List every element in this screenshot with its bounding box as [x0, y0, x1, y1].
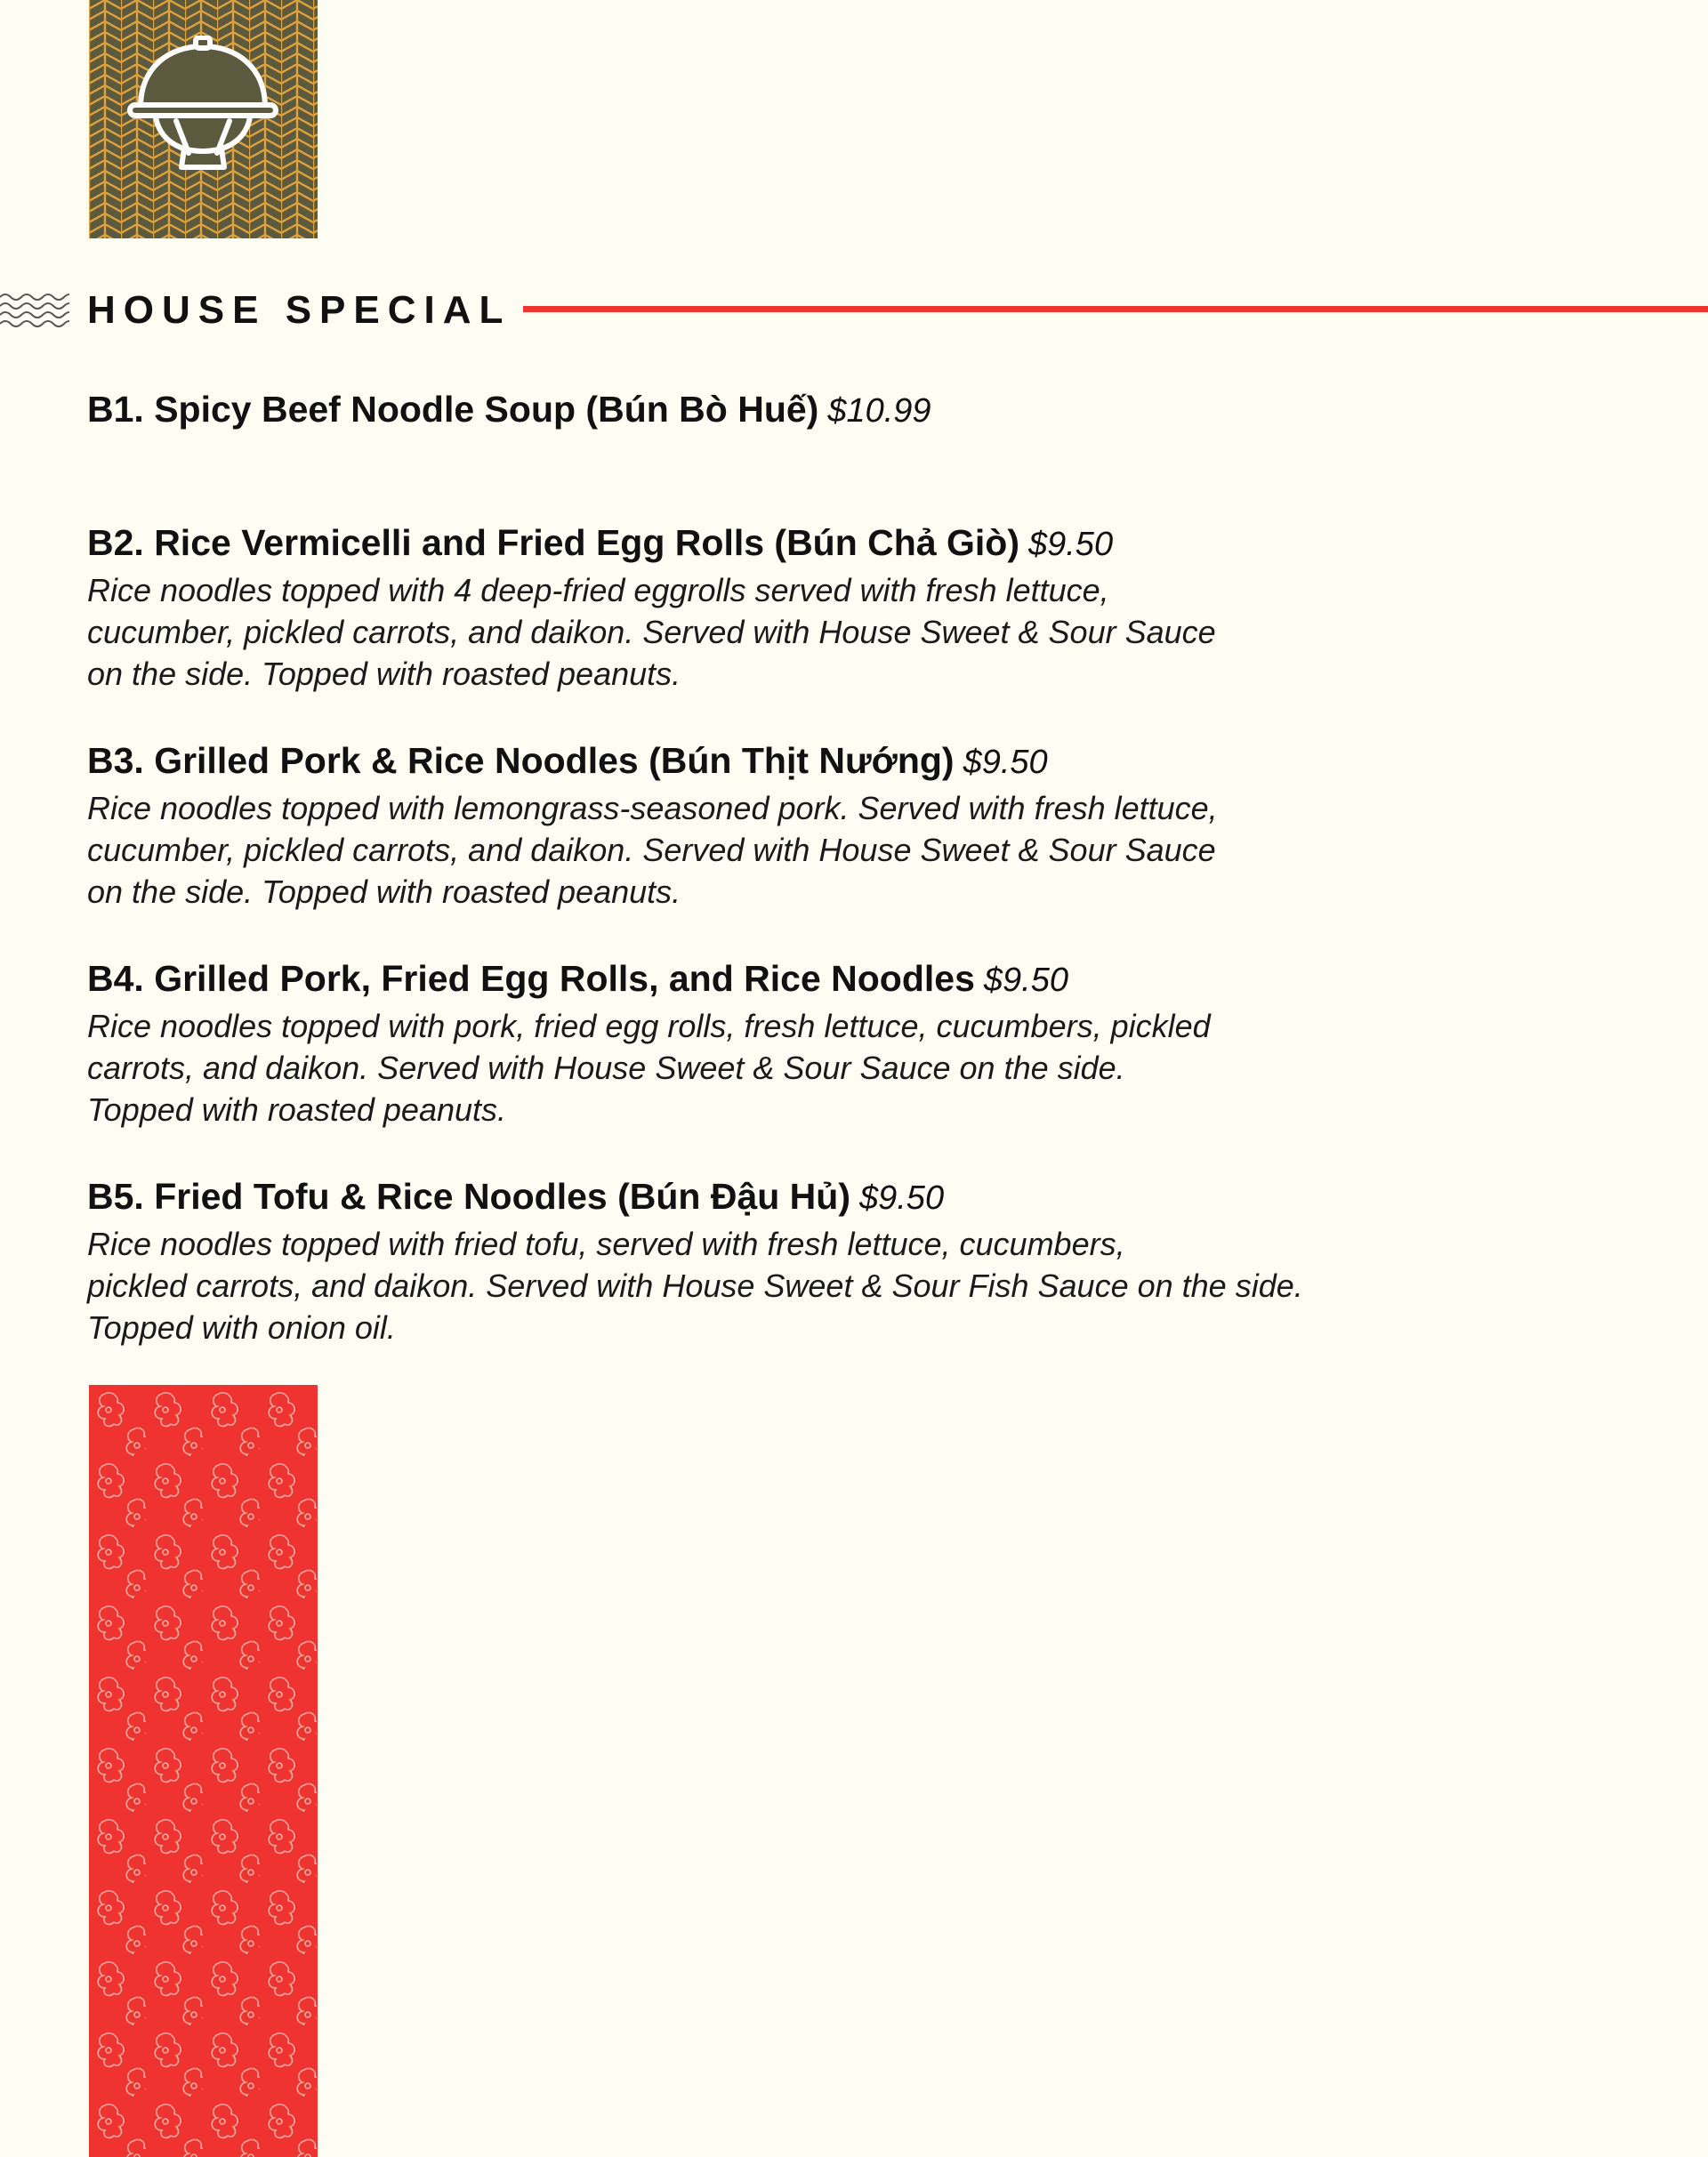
- item-price: $10.99: [827, 392, 931, 430]
- item-price: $9.50: [963, 744, 1048, 781]
- item-heading: [87, 1171, 1511, 1223]
- description-line: on the side. Topped with roasted peanuts.: [87, 873, 681, 910]
- item-description: [87, 569, 1511, 695]
- item-price: $9.50: [858, 1179, 945, 1217]
- cloud-pattern: [89, 1385, 318, 2157]
- item-title: B5. Fried Tofu & Rice Noodles (Bún Đậu Hủ): [87, 1176, 850, 1217]
- item-price: $9.50: [1027, 526, 1114, 563]
- item-description: [87, 1223, 1511, 1348]
- item-heading: [87, 518, 1511, 569]
- bottom-banner: [89, 1385, 318, 2157]
- description-line: pickled carrots, and daikon. Served with House Sweet & Sour Fish Sauce on the side.: [87, 1268, 1303, 1304]
- description-line: on the side. Topped with roasted peanuts.: [87, 656, 681, 692]
- description-line: Rice noodles topped with pork, fried egg rolls, fresh lettuce, cucumbers, pickled: [87, 1008, 1211, 1044]
- wave-icon: [0, 292, 69, 327]
- description-line: Topped with onion oil.: [87, 1309, 396, 1346]
- top-banner: [89, 0, 318, 238]
- menu-item-b4: [87, 954, 1511, 1131]
- description-line: Topped with roasted peanuts.: [87, 1091, 507, 1128]
- menu-item-b3: [87, 736, 1511, 913]
- cloche-icon: [123, 36, 283, 191]
- section-divider: [523, 306, 1708, 312]
- item-title: B2. Rice Vermicelli and Fried Egg Rolls (Bún Chả Giò): [87, 522, 1019, 563]
- description-line: Rice noodles topped with fried tofu, served with fresh lettuce, cucumbers,: [87, 1226, 1125, 1262]
- section-title: HOUSE SPECIAL: [87, 288, 512, 332]
- item-heading: [87, 384, 1511, 436]
- item-description: [87, 1005, 1511, 1131]
- item-title: B4. Grilled Pork, Fried Egg Rolls, and Rice Noodles: [87, 958, 975, 999]
- item-heading: [87, 736, 1511, 787]
- menu-item-b1: [87, 384, 1511, 436]
- description-line: carrots, and daikon. Served with House Sweet & Sour Sauce on the side.: [87, 1050, 1125, 1086]
- section-header: [0, 283, 1708, 336]
- description-line: cucumber, pickled carrots, and daikon. Served with House Sweet & Sour Sauce: [87, 614, 1216, 650]
- menu-item-b2: [87, 518, 1511, 695]
- menu-list: [87, 384, 1511, 1348]
- item-description: [87, 787, 1511, 913]
- description-line: Rice noodles topped with 4 deep-fried eggrolls served with fresh lettuce,: [87, 572, 1109, 608]
- item-price: $9.50: [983, 962, 1068, 999]
- item-title: B3. Grilled Pork & Rice Noodles (Bún Thịt Nướng): [87, 740, 955, 781]
- item-title: B1. Spicy Beef Noodle Soup (Bún Bò Huế): [87, 389, 819, 430]
- description-line: Rice noodles topped with lemongrass-seasoned pork. Served with fresh lettuce,: [87, 790, 1218, 826]
- description-line: cucumber, pickled carrots, and daikon. Served with House Sweet & Sour Sauce: [87, 832, 1216, 868]
- menu-item-b5: [87, 1171, 1511, 1348]
- item-heading: [87, 954, 1511, 1005]
